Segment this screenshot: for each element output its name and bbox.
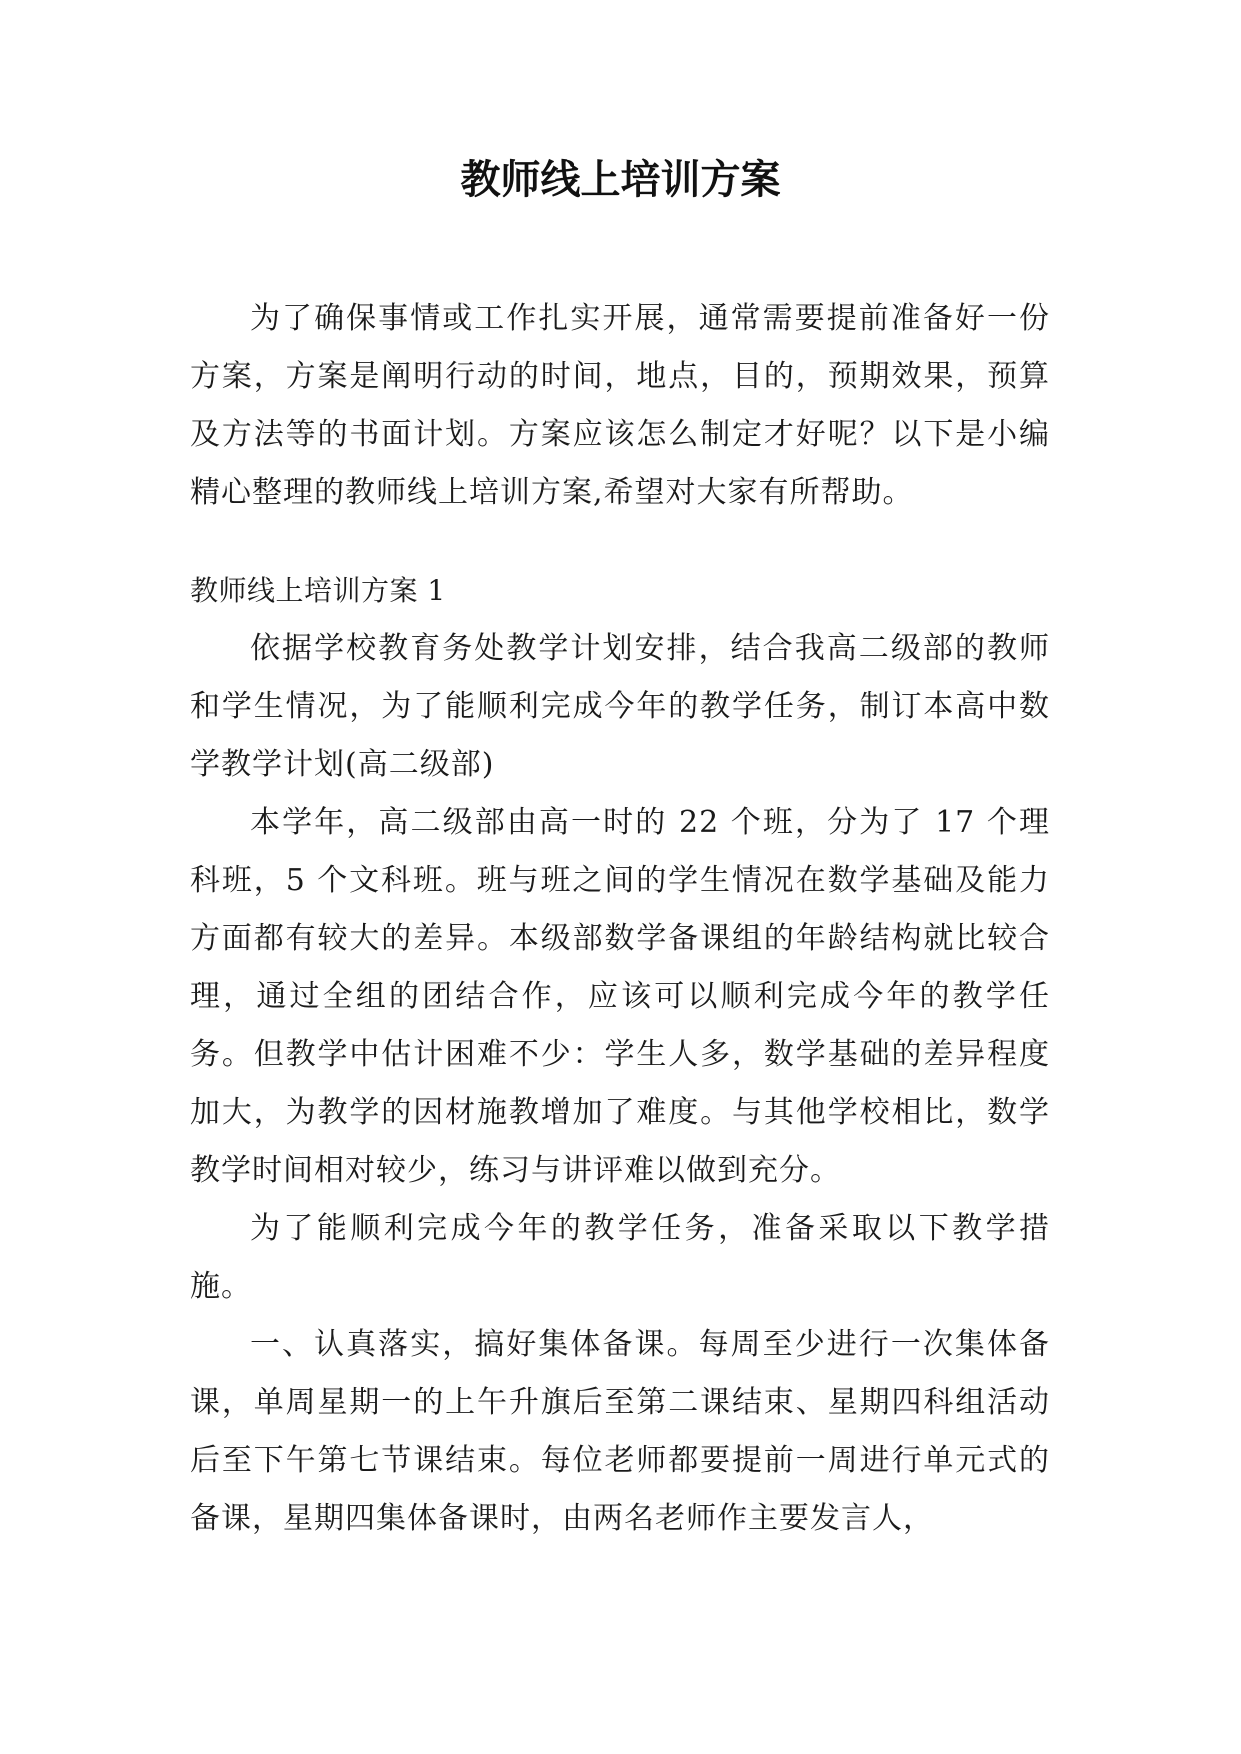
intro-paragraph: 为了确保事情或工作扎实开展，通常需要提前准备好一份方案，方案是阐明行动的时间，地点，目的，预期效果，预算及方法等的书面计划。方案应该怎么制定才好呢？以下是小编精心整理的教师线上培训方案,希望对大家有所帮助。 (190, 301, 1050, 510)
document-body (190, 290, 1050, 1548)
section-heading: 教师线上培训方案 1 (190, 574, 446, 607)
body-paragraph-3: 为了能顺利完成今年的教学任务，准备采取以下教学措施。 (190, 1211, 1050, 1304)
document-title: 教师线上培训方案 (460, 157, 781, 203)
body-paragraph-2: 本学年，高二级部由高一时的 22 个班，分为了 17 个理科班，5 个文科班。班与班之间的学生情况在数学基础及能力方面都有较大的差异。本级部数学备课组的年龄结构就比较合理，通过全组的团结合作，应该可以顺利完成今年的教学任务。但教学中估计困难不少：学生人多，数学基础的差异程度加大，为教学的因材施教增加了难度。与其他学校相比，数学教学时间相对较少，练习与讲评难以做到充分。 (190, 805, 1050, 1188)
body-paragraph-4: 一、认真落实，搞好集体备课。每周至少进行一次集体备课，单周星期一的上午升旗后至第二课结束、星期四科组活动后至下午第七节课结束。每位老师都要提前一周进行单元式的备课，星期四集体备课时，由两名老师作主要发言人， (190, 1327, 1050, 1536)
body-paragraph-1: 依据学校教育务处教学计划安排，结合我高二级部的教师和学生情况，为了能顺利完成今年的教学任务，制订本高中数学教学计划(高二级部) (190, 631, 1050, 782)
